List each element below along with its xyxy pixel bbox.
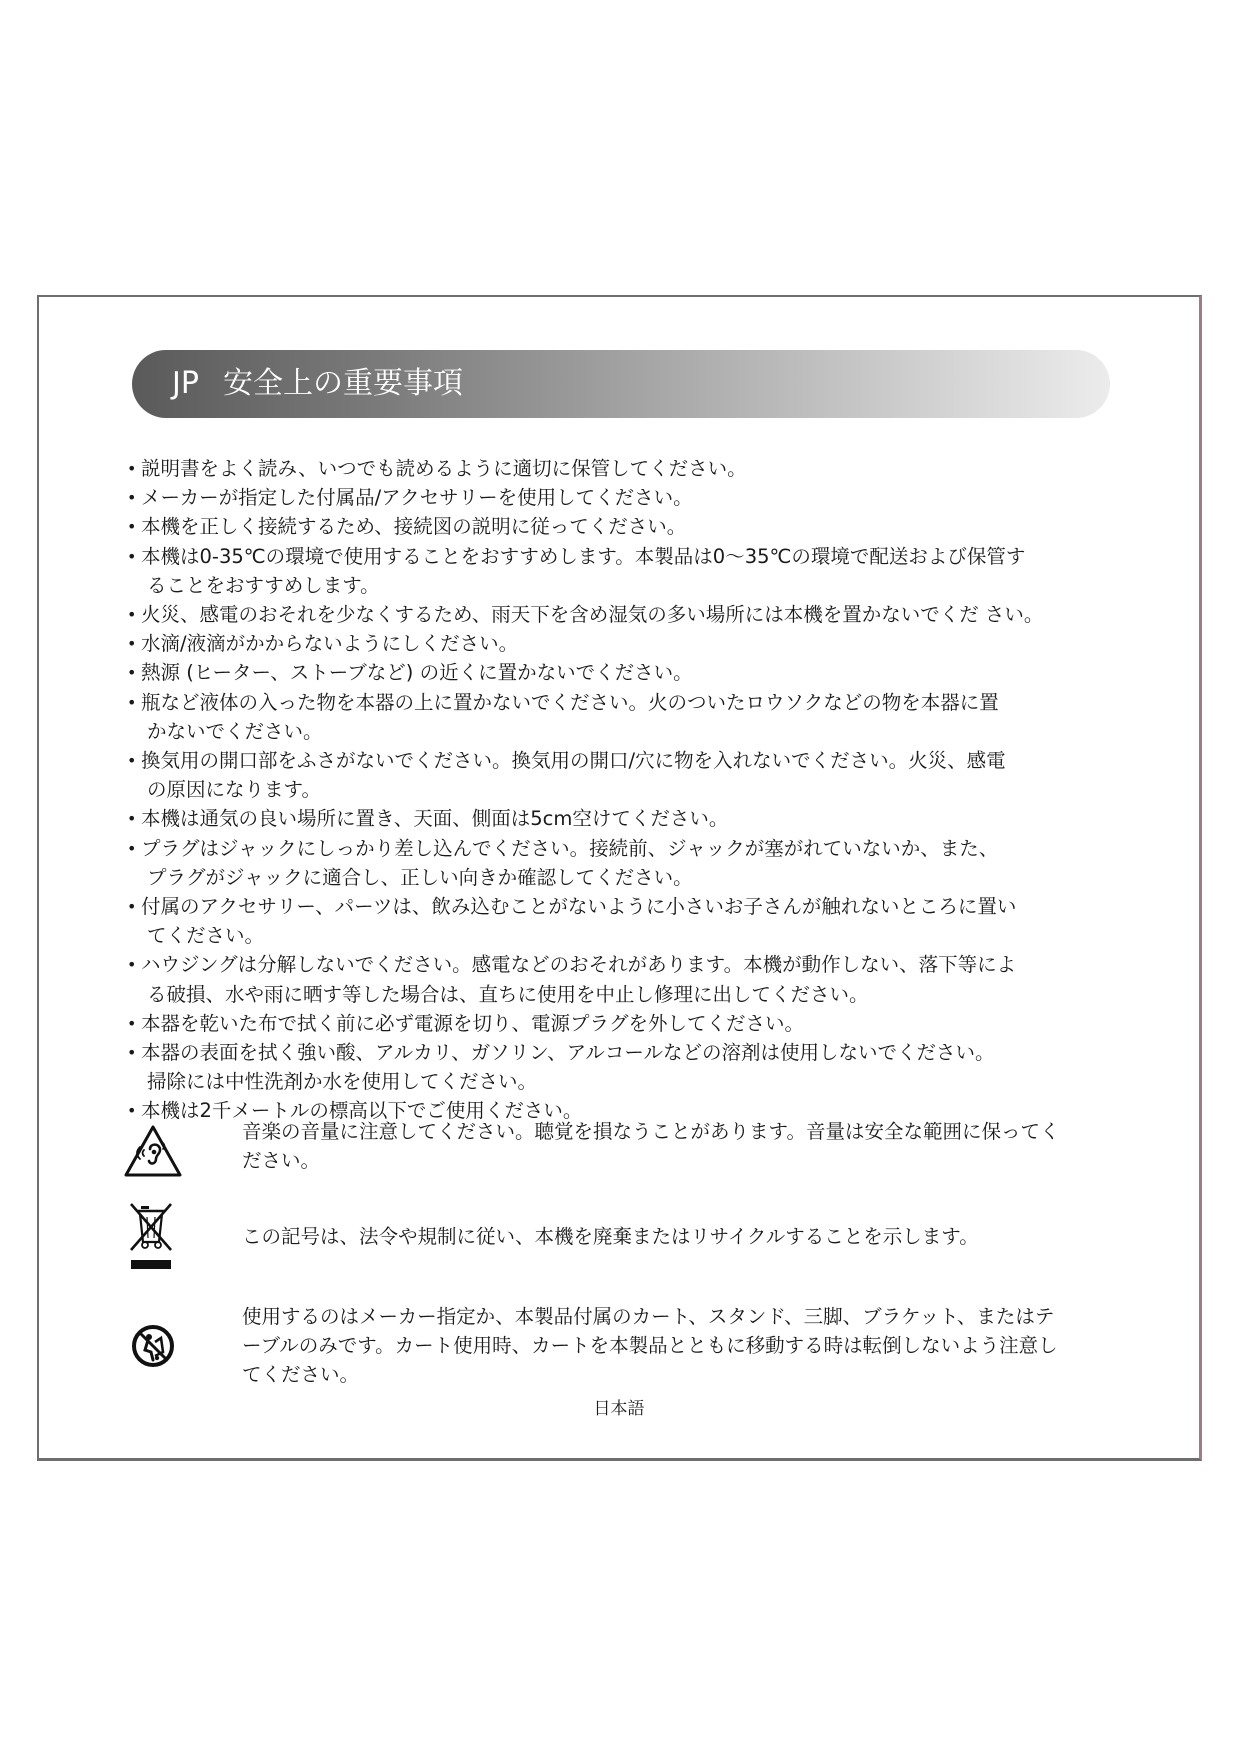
list-item: • 本機は2千メートルの標高以下でご使用ください。	[127, 1096, 1127, 1125]
notice-text: 音楽の音量に注意してください。聴覚を損なうことがあります。音量は安全な範囲に保ってく ださい。	[242, 1120, 1060, 1173]
section-header	[132, 350, 1110, 418]
list-item: • メーカーが指定した付属品/アクセサリーを使用してください。	[127, 483, 1127, 512]
notice-text: この記号は、法令や規制に従い、本機を廃棄またはリサイクルすることを示します。	[242, 1225, 979, 1248]
hearing-warning-icon	[123, 1117, 183, 1197]
section-title	[172, 350, 463, 418]
list-item: • 説明書をよく読み、いつでも読めるように適切に保管してください。	[127, 454, 1127, 483]
list-item: • 本器の表面を拭く強い酸、アルカリ、ガソリン、アルコールなどの溶剤は使用しないでください。 掃除には中性洗剤か水を使用してください。	[127, 1038, 1127, 1096]
notice-text: 使用するのはメーカー指定か、本製品付属のカート、スタンド、三脚、ブラケット、またはテ ーブルのみです。カート使用時、カートを本製品とともに移動する時は転倒しないよう注意し てください。	[242, 1305, 1058, 1387]
list-item: • 火災、感電のおそれを少なくするため、雨天下を含め湿気の多い場所には本機を置かないでくだ さい。	[127, 600, 1127, 629]
notice-hearing	[123, 1117, 1123, 1197]
list-item: • 本機は通気の良い場所に置き、天面、側面は5cm空けてください。	[127, 804, 1127, 833]
list-item: • ハウジングは分解しないでください。感電などのおそれがあります。本機が動作しない、落下等によ る破損、水や雨に晒す等した場合は、直ちに使用を中止し修理に出してください。	[127, 950, 1127, 1008]
list-item: • 換気用の開口部をふさがないでください。換気用の開口/穴に物を入れないでください。火災、感電 の原因になります。	[127, 746, 1127, 804]
list-item: • 水滴/液滴がかからないようにしください。	[127, 629, 1127, 658]
notice-weee	[123, 1200, 1123, 1280]
list-item: • 瓶など液体の入った物を本器の上に置かないでください。火のついたロウソクなどの物を本器に置 かないでください。	[127, 688, 1127, 746]
safety-panel	[37, 295, 1202, 1461]
list-item: • 本機は0-35℃の環境で使用することをおすすめします。本製品は0〜35℃の環境で配送および保管す ることをおすすめします。	[127, 542, 1127, 600]
notice-cart	[123, 1302, 1123, 1387]
language-label: 日本語	[593, 1399, 645, 1419]
title-text: 安全上の重要事項	[222, 366, 463, 401]
list-item: • 熱源 (ヒーター、ストーブなど) の近くに置かないでください。	[127, 658, 1127, 687]
list-item: • プラグはジャックにしっかり差し込んでください。接続前、ジャックが塞がれていないか、また、 プラグがジャックに適合し、正しい向きか確認してください。	[127, 834, 1127, 892]
safety-list	[127, 454, 1127, 1126]
crossed-bin-weee-icon	[123, 1200, 183, 1280]
no-cart-tipover-icon	[123, 1302, 183, 1382]
language-code: JP	[172, 366, 199, 401]
list-item: • 付属のアクセサリー、パーツは、飲み込むことがないように小さいお子さんが触れないところに置い てください。	[127, 892, 1127, 950]
list-item: • 本器を乾いた布で拭く前に必ず電源を切り、電源プラグを外してください。	[127, 1009, 1127, 1038]
list-item: • 本機を正しく接続するため、接続図の説明に従ってください。	[127, 512, 1127, 541]
